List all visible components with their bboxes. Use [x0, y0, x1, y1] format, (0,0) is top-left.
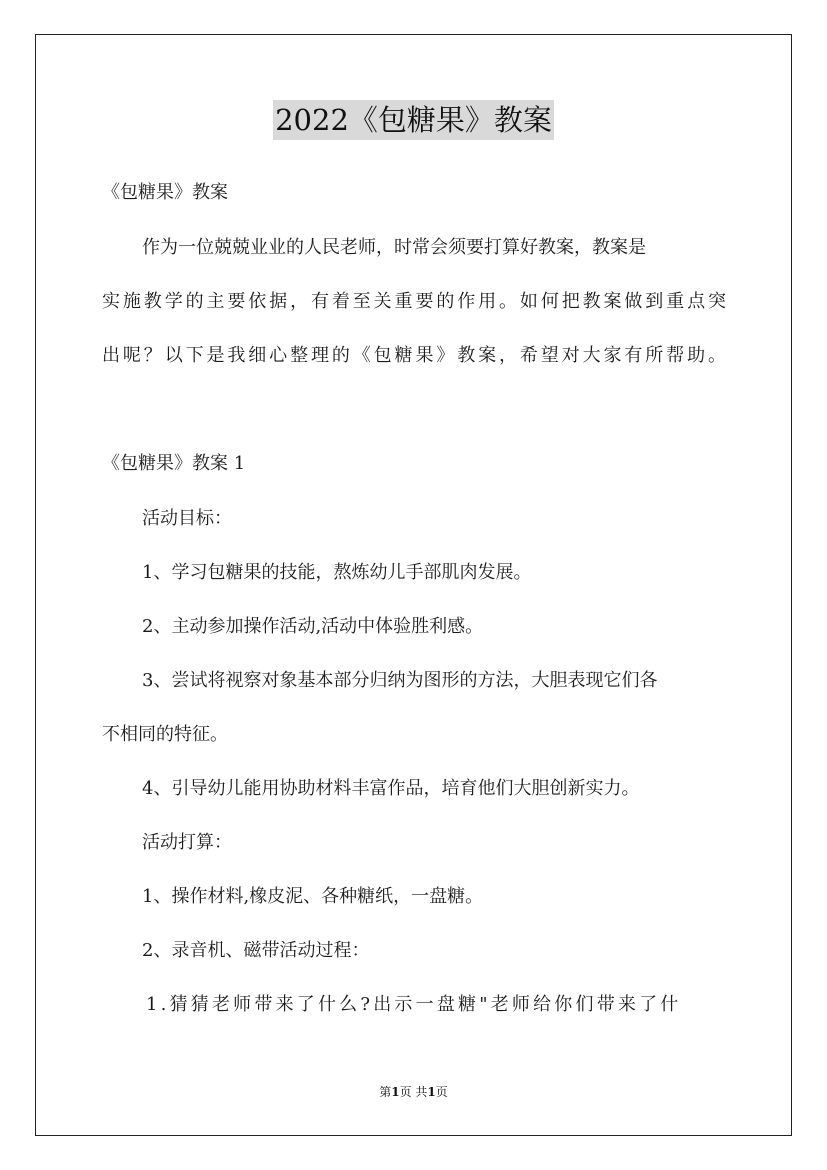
footer-current-page: 1 — [391, 1085, 400, 1099]
footer-suffix: 页 — [435, 1085, 448, 1099]
list-item: 2、录音机、磁带活动过程： — [142, 940, 370, 961]
list-item: 1、操作材料,橡皮泥、各种糖纸，一盘糖。 — [142, 886, 484, 907]
list-item: 1.猜猜老师带来了什么?出示一盘糖"老师给你们带来了什 — [146, 994, 682, 1015]
paragraph-line: 活动目标： — [142, 508, 232, 529]
footer-mid: 页 共 — [399, 1085, 428, 1099]
footer-total-pages: 1 — [427, 1085, 436, 1099]
paragraph-line: 活动打算： — [142, 832, 232, 853]
list-item: 2、主动参加操作活动,活动中体验胜利感。 — [142, 616, 484, 637]
paragraph-line: 实施教学的主要依据，有着至关重要的作用。如何把教案做到重点突 — [102, 291, 726, 312]
document-title: 2022《包糖果》教案 — [273, 100, 554, 140]
page-footer — [0, 1084, 827, 1100]
title-container — [0, 100, 827, 140]
list-item-continuation: 不相同的特征。 — [102, 724, 228, 745]
list-item: 1、学习包糖果的技能，熬炼幼儿手部肌肉发展。 — [142, 562, 532, 583]
paragraph-line: 作为一位兢兢业业的人民老师，时常会须要打算好教案，教案是 — [142, 237, 646, 258]
list-item: 4、引导幼儿能用协助材料丰富作品，培育他们大胆创新实力。 — [142, 778, 640, 799]
section-heading: 《包糖果》教案 1 — [102, 453, 246, 474]
subtitle-line: 《包糖果》教案 — [102, 182, 228, 203]
list-item: 3、尝试将视察对象基本部分归纳为图形的方法，大胆表现它们各 — [142, 670, 658, 691]
footer-prefix: 第 — [379, 1085, 392, 1099]
paragraph-line: 出呢？以下是我细心整理的《包糖果》教案，希望对大家有所帮助。 — [102, 345, 726, 366]
